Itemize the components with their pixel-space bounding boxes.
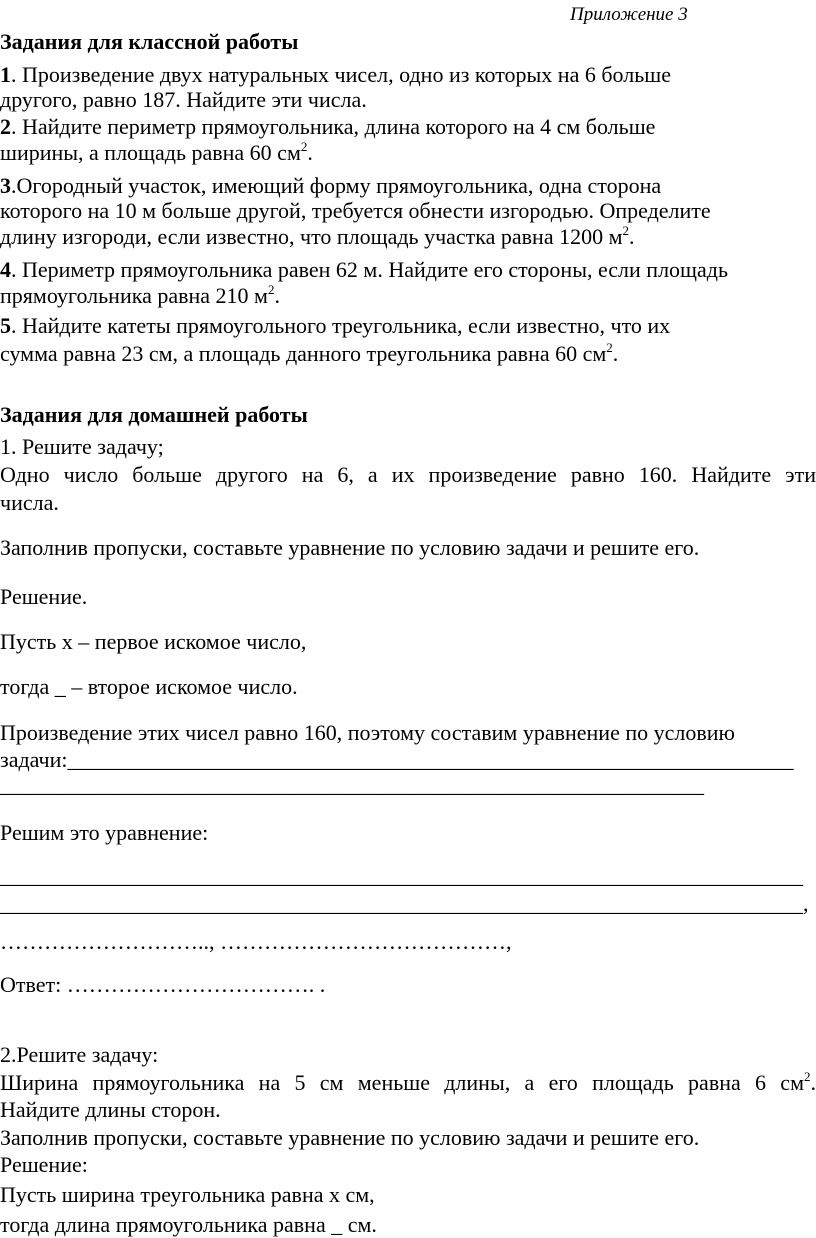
class-task-1 [0,63,671,87]
class-task-4 [0,258,728,282]
task-text: сумма равна 23 см, а площадь данного треугольника равна 60 см [0,341,607,366]
task-number: 4 [0,257,11,282]
class-task-3 [0,174,661,198]
home-task-2-solution-label: Решение: [0,1152,88,1177]
punct: . [629,224,635,249]
task-number: 2 [0,114,11,139]
home-task-2-condition-cont: Найдите длины сторон. [0,1097,221,1122]
class-task-3-cont2 [0,225,635,249]
punct: . [810,1070,816,1095]
task-text: . Найдите периметр прямоугольника, длина которого на 4 см больше [11,114,656,139]
equation-blank-line[interactable]: задачи:__________________________________________________________________ [0,747,794,772]
answer-blank[interactable]: Ответ: ……………………………. . [0,972,326,997]
home-task-1-let: Пусть х – первое искомое число, [0,629,307,654]
home-task-2-let: Пусть ширина треугольника равна х см, [0,1182,375,1207]
class-task-4-cont [0,284,280,308]
task-text: ширины, а площадь равна 60 см [0,140,301,165]
superscript: 2 [606,340,613,355]
class-work-heading: Задания для классной работы [0,29,299,54]
home-task-1-solve: Решим это уравнение: [0,820,209,845]
punct: . [612,341,619,366]
equation-blank-line-2[interactable]: ________________________________________________________________ [0,772,704,797]
task-text: Ширина прямоугольника на 5 см меньше длины, а его площадь равна 6 см [0,1070,804,1095]
task-number: 1 [0,62,11,87]
task-number: 5 [0,313,11,338]
home-task-1-condition: Одно число больше другого на 6, а их произведение равно 160. Найдите эти [0,462,816,487]
class-task-5-cont [0,342,618,366]
task-text: прямоугольника равна 210 м [0,283,268,308]
task-text: . Найдите катеты прямоугольного треугольника, если известно, что их [11,313,671,338]
home-work-heading: Задания для домашней работы [0,402,308,427]
superscript: 2 [804,1069,811,1084]
home-task-2-heading: 2.Решите задачу: [0,1042,159,1067]
appendix-label: Приложение 3 [570,4,688,25]
task-number: 3 [0,173,11,198]
task-text: .Огородный участок, имеющий форму прямоугольника, одна сторона [11,173,662,198]
solution-blank-line[interactable]: _________________________________________________________________________ [0,863,803,888]
class-task-2 [0,115,655,139]
home-task-1-instruction: Заполнив пропуски, составьте уравнение по условию задачи и решите его. [0,535,700,560]
superscript: 2 [622,223,630,238]
home-task-2-instruction: Заполнив пропуски, составьте уравнение по условию задачи и решите его. [0,1125,700,1150]
home-task-1-solution-label: Решение. [0,584,88,609]
roots-blank[interactable]: ……………………….., …………………………………, [0,929,512,954]
home-task-1-then: тогда _ – второе искомое число. [0,674,298,699]
class-task-5 [0,314,670,338]
superscript: 2 [267,282,275,297]
solution-blank-line-2[interactable]: _________________________________________________________________________, [0,891,809,916]
task-text: . Произведение двух натуральных чисел, одно из которых на 6 больше [11,62,671,87]
home-task-1-heading: 1. Решите задачу; [0,434,164,459]
punct: . [274,283,280,308]
home-task-1-product: Произведение этих чисел равно 160, поэтому составим уравнение по условию [0,720,735,745]
task-text: длину изгороди, если известно, что площадь участка равна 1200 м [0,224,623,249]
superscript: 2 [300,139,308,154]
class-task-3-cont: которого на 10 м больше другой, требуется обнести изгородью. Определите [0,198,711,223]
task-text: . Периметр прямоугольника равен 62 м. Найдите его стороны, если площадь [11,257,728,282]
class-task-1-cont: другого, равно 187. Найдите эти числа. [0,87,367,112]
punct: . [307,140,313,165]
home-task-2-then: тогда длина прямоугольника равна _ см. [0,1212,377,1237]
home-task-1-condition-cont: числа. [0,490,59,515]
class-task-2-cont [0,141,313,165]
home-task-2-condition [0,1071,816,1095]
